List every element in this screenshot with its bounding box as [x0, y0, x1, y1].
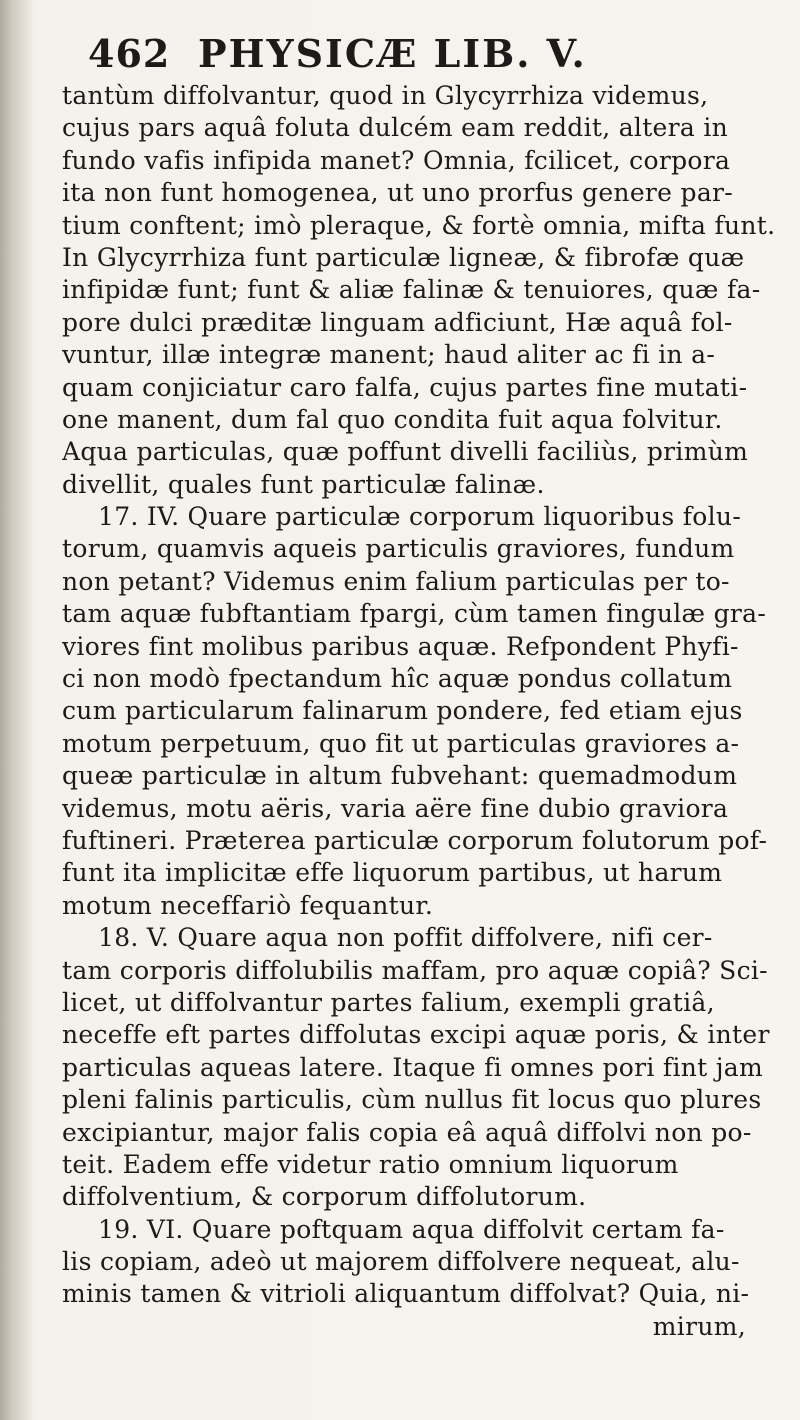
- text-line: teit. Eadem effe videtur ratio omnium liquorum: [62, 1149, 679, 1179]
- text-line: cujus pars aquâ foluta dulcém eam reddit, altera in: [62, 113, 729, 143]
- text-line: funt ita implicitæ effe liquorum partibus, ut harum: [62, 858, 723, 888]
- text-line: torum, quamvis aqueis particulis graviores, fundum: [62, 534, 735, 564]
- text-line: motum neceffariò fequantur.: [62, 890, 434, 920]
- text-line: excipiantur, major falis copia eâ aquâ diffolvi non po-: [62, 1117, 752, 1147]
- text-line: cum particularum falinarum pondere, fed etiam ejus: [62, 696, 743, 726]
- text-line: licet, ut diffolvantur partes falium, exempli gratiâ,: [62, 987, 715, 1017]
- text-line: tantùm diffolvantur, quod in Glycyrrhiza videmus,: [62, 81, 709, 110]
- text-line: ita non funt homogenea, ut uno prorfus genere par-: [62, 178, 734, 208]
- text-line: neceffe eft partes diffolutas excipi aquæ poris, & inter: [62, 1020, 770, 1050]
- text-line: minis tamen & vitrioli aliquantum diffolvat? Quia, ni-: [62, 1279, 750, 1309]
- text-line: ci non modò fpectandum hîc aquæ pondus collatum: [62, 664, 733, 694]
- text-line: tium conftent; imò pleraque, & fortè omnia, mifta funt.: [62, 210, 776, 240]
- text-line: divellit, quales funt particulæ falinæ.: [62, 469, 545, 499]
- text-line: 19. VI. Quare poftquam aqua diffolvit certam fa-: [98, 1214, 725, 1244]
- body-text: [62, 80, 782, 1343]
- text-line: fuftineri. Præterea particulæ corporum folutorum pof-: [62, 825, 768, 855]
- text-line: motum perpetuum, quo fit ut particulas graviores a-: [62, 728, 740, 758]
- text-line: vuntur, illæ integræ manent; haud aliter ac fi in a-: [62, 340, 716, 370]
- text-line: one manent, dum fal quo condita fuit aqua folvitur.: [62, 404, 723, 434]
- text-line: videmus, motu aëris, varia aëre fine dubio graviora: [62, 793, 729, 823]
- text-line: In Glycyrrhiza funt particulæ ligneæ, & fibrofæ quæ: [62, 242, 745, 272]
- text-line: fundo vafis infipida manet? Omnia, fcilicet, corpora: [62, 145, 731, 175]
- text-line: diffolventium, & corporum diffolutorum.: [62, 1182, 587, 1212]
- text-line: queæ particulæ in altum fubvehant: quemadmodum: [62, 761, 738, 791]
- running-title: PHYSICÆ LIB. V.: [198, 31, 587, 76]
- text-line: particulas aqueas latere. Itaque fi omnes pori fint jam: [62, 1052, 763, 1082]
- page-number: 462: [88, 31, 171, 76]
- text-line: infipidæ funt; funt & aliæ falinæ & tenuiores, quæ fa-: [62, 275, 761, 305]
- text-line: tam aquæ fubftantiam fpargi, cùm tamen fingulæ gra-: [62, 599, 767, 629]
- running-header: [88, 28, 768, 80]
- text-line: 18. V. Quare aqua non poffit diffolvere, nifi cer-: [98, 923, 713, 953]
- text-line: Aqua particulas, quæ poffunt divelli faciliùs, primùm: [62, 437, 749, 467]
- text-line: viores fint molibus paribus aquæ. Refpondent Phyfi-: [62, 631, 739, 661]
- text-line: non petant? Videmus enim falium particulas per to-: [62, 566, 730, 596]
- text-line: tam corporis diffolubilis maffam, pro aquæ copiâ? Sci-: [62, 955, 768, 985]
- text-line: 17. IV. Quare particulæ corporum liquoribus folu-: [98, 502, 742, 532]
- text-line: pore dulci præditæ linguam adficiunt, Hæ aquâ fol-: [62, 307, 733, 337]
- text-line: pleni falinis particulis, cùm nullus fit locus quo plures: [62, 1085, 762, 1115]
- catchword: mirum,: [652, 1311, 746, 1341]
- page-gutter-shadow: [0, 0, 34, 1420]
- text-line: quam conjiciatur caro falfa, cujus partes fine mutati-: [62, 372, 748, 402]
- text-line: lis copiam, adeò ut majorem diffolvere nequeat, alu-: [62, 1247, 740, 1277]
